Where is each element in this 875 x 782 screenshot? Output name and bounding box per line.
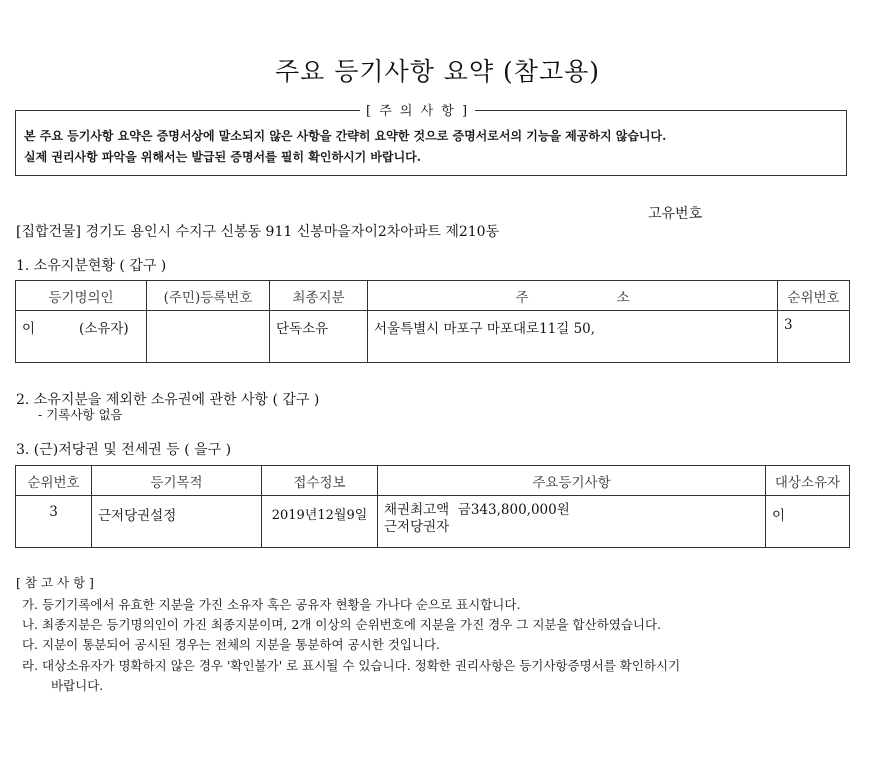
section2-note: - 기록사항 없음 [38,407,123,422]
m-purpose-cell: 근저당권설정 [92,496,262,548]
section2-heading: 2. 소유지분을 제외한 소유권에 관한 사항 ( 갑구 ) [16,392,320,408]
table-row [16,311,850,363]
m-details-line2: 근저당권자 [384,519,450,535]
notice-heading: [ 주 의 사 항 ] [360,100,475,119]
notice-line-2: 실제 권리사항 파악을 위해서는 발급된 증명서를 필히 확인하시기 바랍니다. [24,150,421,164]
notice-line-1: 본 주요 등기사항 요약은 증명서상에 말소되지 않은 사항을 간략히 요약한 것으로 증명서로서의 기능을 제공하지 않습니다. [24,129,667,143]
property-address: [집합건물] 경기도 용인시 수지구 신봉동 911 신봉마을자이2차아파트 제210동 [16,224,500,240]
mortgage-table [15,465,850,548]
col-address-part1: 주 [515,289,529,306]
ownership-table [15,280,850,363]
col-m-purpose: 등기목적 [92,466,262,496]
mortgage-header-row [16,466,850,496]
rank-cell: 3 [778,311,850,363]
reference-item-4: 라. 대상소유자가 명확하지 않은 경우 '확인불가' 로 표시될 수 있습니다. 정확한 권리사항은 등기사항증명서를 확인하시기 [22,658,681,673]
col-rank: 순위번호 [778,281,850,311]
m-rank-cell: 3 [16,496,92,548]
col-share: 최종지분 [270,281,368,311]
m-owner-cell: 이 [766,496,850,548]
section1-heading: 1. 소유지분현황 ( 갑구 ) [16,258,167,274]
col-m-details: 주요등기사항 [378,466,766,496]
references-heading: [ 참 고 사 항 ] [16,575,94,590]
reference-item-4-cont: 바랍니다. [51,678,104,693]
m-receipt-cell: 2019년12월9일 [262,496,378,548]
col-m-owner: 대상소유자 [766,466,850,496]
unique-number-label: 고유번호 [648,206,703,222]
col-m-rank: 순위번호 [16,466,92,496]
col-address-part2: 소 [616,289,630,306]
m-details-cell [378,496,766,548]
page-title: 주요 등기사항 요약 (참고용) [275,57,600,86]
col-owner: 등기명의인 [16,281,147,311]
reg-no-cell [147,311,270,363]
reference-item-1: 가. 등기기록에서 유효한 지분을 가진 소유자 혹은 공유자 현황을 가나다 순으로 표시합니다. [22,597,521,612]
owner-role: (소유자) [79,321,129,337]
ownership-header-row [16,281,850,311]
m-details-line1: 채권최고액 금343,800,000원 [384,502,570,518]
col-reg-no: (주민)등록번호 [147,281,270,311]
section3-heading: 3. (근)저당권 및 전세권 등 ( 을구 ) [16,442,232,458]
col-address [368,281,778,311]
share-cell: 단독소유 [270,311,368,363]
reference-item-2: 나. 최종지분은 등기명의인이 가진 최종지분이며, 2개 이상의 순위번호에 지분을 가진 경우 그 지분을 합산하였습니다. [22,617,662,632]
address-cell: 서울특별시 마포구 마포대로11길 50, [368,311,778,363]
owner-name: 이 [22,321,36,337]
col-m-receipt: 접수정보 [262,466,378,496]
reference-item-3: 다. 지분이 통분되어 공시된 경우는 전체의 지분을 통분하여 공시한 것입니다. [22,637,441,652]
table-row [16,496,850,548]
owner-cell [16,311,147,363]
